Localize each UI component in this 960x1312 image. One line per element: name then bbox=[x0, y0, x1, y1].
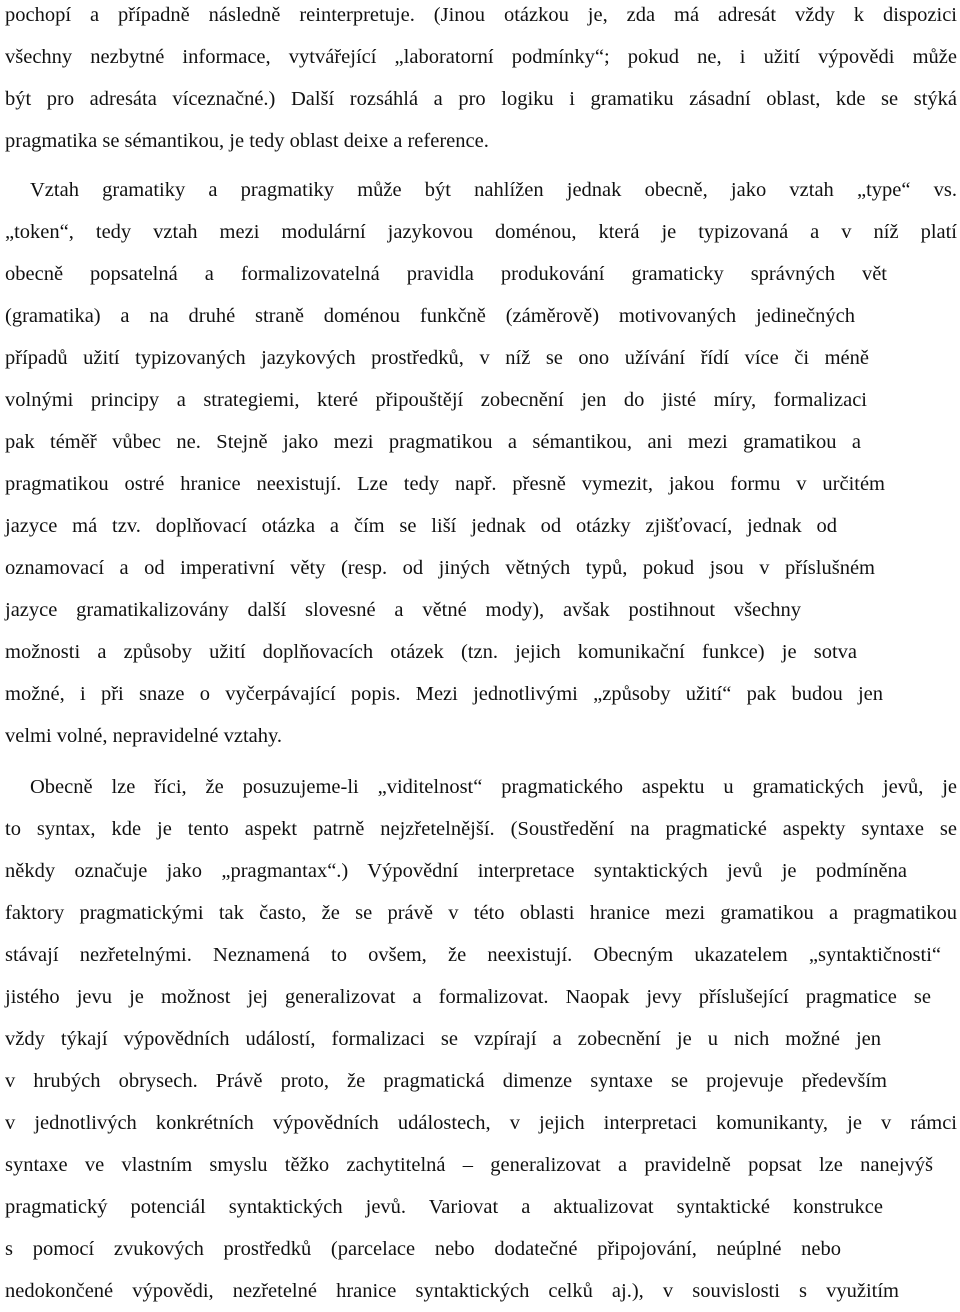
text-line-5: Vztah gramatiky a pragmatiky může být nahlížen jednak obecně, jako vztah „type“ vs. bbox=[30, 179, 957, 201]
text-line-19: Obecně lze říci, že posuzujeme-li „viditelnost“ pragmatického aspektu u gramatických jevů, je bbox=[30, 776, 957, 798]
text-line-16: možnosti a způsoby užití doplňovacích otázek (tzn. jejich komunikační funkce) je sotva bbox=[5, 641, 857, 663]
text-line-29: pragmatický potenciál syntaktických jevů. Variovat a aktualizovat syntaktické konstrukce bbox=[5, 1196, 883, 1218]
text-line-9: případů užití typizovaných jazykových prostředků, v níž se ono užívání řídí více či méně bbox=[5, 347, 869, 369]
text-line-26: v hrubých obrysech. Právě proto, že pragmatická dimenze syntaxe se projevuje především bbox=[5, 1070, 887, 1092]
text-line-31: nedokončené výpovědi, nezřetelné hranice syntaktických celků aj.), v souvislosti s využitím bbox=[5, 1280, 899, 1302]
text-line-24: jistého jevu je možnost jej generalizovat a formalizovat. Naopak jevy příslušející pragmatice se bbox=[5, 986, 931, 1008]
text-line-4: pragmatika se sémantikou, je tedy oblast deixe a reference. bbox=[5, 130, 489, 152]
text-line-27: v jednotlivých konkrétních výpovědních událostech, v jejich interpretaci komunikanty, je v rámci bbox=[5, 1112, 957, 1134]
text-line-7: obecně popsatelná a formalizovatelná pravidla produkování gramaticky správných vět bbox=[5, 263, 887, 285]
text-line-13: jazyce má tzv. doplňovací otázka a čím se liší jednak od otázky zjišťovací, jednak od bbox=[5, 515, 837, 537]
text-line-8: (gramatika) a na druhé straně doménou funkčně (záměrově) motivovaných jedinečných bbox=[5, 305, 855, 327]
text-line-14: oznamovací a od imperativní věty (resp. od jiných větných typů, pokud jsou v příslušném bbox=[5, 557, 875, 579]
text-line-28: syntaxe ve vlastním smyslu těžko zachytitelná – generalizovat a pravidelně popsat lze nanejvýš bbox=[5, 1154, 933, 1176]
text-line-22: faktory pragmatickými tak často, že se právě v této oblasti hranice mezi gramatikou a pragmatikou bbox=[5, 902, 957, 924]
text-line-25: vždy týkají výpovědních událostí, formalizaci se vzpírají a zobecnění je u nich možné jen bbox=[5, 1028, 881, 1050]
text-line-17: možné, i při snaze o vyčerpávající popis. Mezi jednotlivými „způsoby užití“ pak budou jen bbox=[5, 683, 883, 705]
text-line-1: pochopí a případně následně reinterpretuje. (Jinou otázkou je, zda má adresát vždy k dispozici bbox=[5, 4, 957, 26]
text-line-23: stávají nezřetelnými. Neznamená to ovšem, že neexistují. Obecným ukazatelem „syntaktičnosti“ bbox=[5, 944, 941, 966]
text-line-30: s pomocí zvukových prostředků (parcelace nebo dodatečné připojování, neúplné nebo bbox=[5, 1238, 841, 1260]
text-line-2: všechny nezbytné informace, vytvářející „laboratorní podmínky“; pokud ne, i užití výpovědi může bbox=[5, 46, 957, 68]
text-line-18: velmi volné, nepravidelné vztahy. bbox=[5, 725, 283, 747]
text-line-12: pragmatikou ostré hranice neexistují. Lze tedy např. přesně vymezit, jakou formu v určitém bbox=[5, 473, 885, 495]
text-line-21: někdy označuje jako „pragmantax“.) Výpovědní interpretace syntaktických jevů je podmíněna bbox=[5, 860, 907, 882]
text-line-10: volnými principy a strategiemi, které připouštějí zobecnění jen do jisté míry, formalizaci bbox=[5, 389, 867, 411]
text-line-6: „token“, tedy vztah mezi modulární jazykovou doménou, která je typizovaná a v níž platí bbox=[5, 221, 957, 243]
text-line-11: pak téměř vůbec ne. Stejně jako mezi pragmatikou a sémantikou, ani mezi gramatikou a bbox=[5, 431, 861, 453]
text-line-20: to syntax, kde je tento aspekt patrně nejzřetelnější. (Soustředění na pragmatické aspekty syntaxe se bbox=[5, 818, 957, 840]
text-line-3: být pro adresáta víceznačné.) Další rozsáhlá a pro logiku i gramatiku zásadní oblast, kde se stýká bbox=[5, 88, 957, 110]
text-line-15: jazyce gramatikalizovány další slovesné a větné mody), avšak postihnout všechny bbox=[5, 599, 801, 621]
